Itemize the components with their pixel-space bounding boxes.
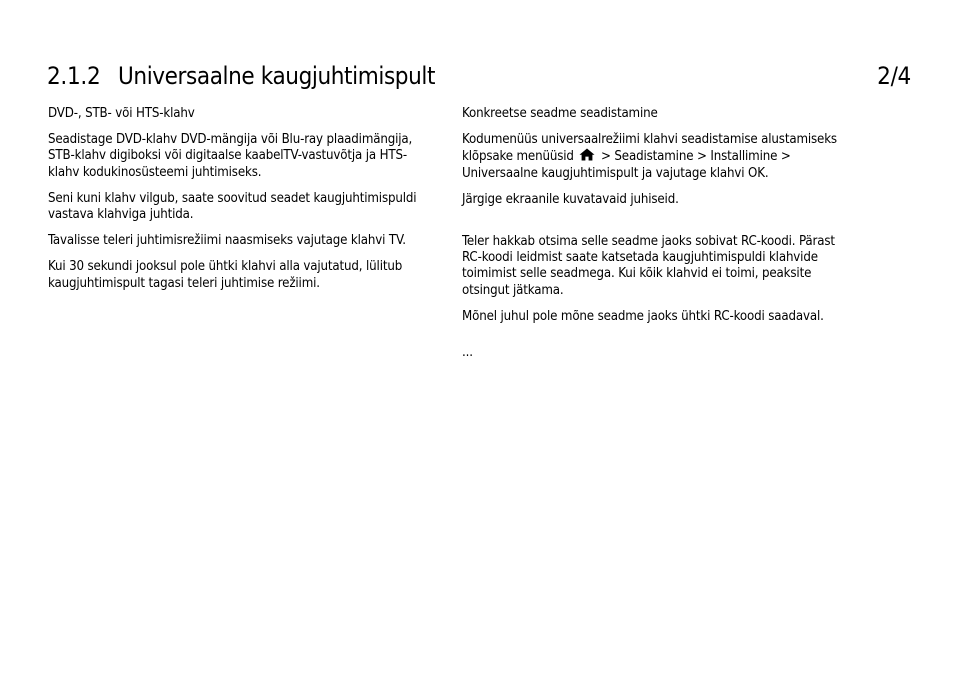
section-number: 2.1.2 — [47, 62, 101, 90]
setup-text-after-icon: > Seadistamine > Installimine > Universaalne kaugjuhtimispult ja vajutage klahvi OK. — [462, 149, 791, 181]
left-column-heading: DVD-, STB- või HTS-klahv — [48, 106, 195, 121]
page-header — [47, 60, 911, 94]
paragraph-return-tv-mode: Tavalisse teleri juhtimisrežiimi naasmiseks vajutage klahvi TV. — [48, 233, 406, 249]
paragraph-rc-code-search: Teler hakkab otsima selle seadme jaoks sobivat RC-koodi. Pärast RC-koodi leidmist saate katsetada kaugjuhtimispuldi klahvide toimimist selle seadmega. Kui kõik klahvid ei toimi, peaksite otsingut jätkama. — [462, 234, 835, 298]
right-column-heading: Konkreetse seadme seadistamine — [462, 106, 658, 121]
page-indicator: 2/4 — [877, 62, 911, 90]
right-column — [462, 106, 847, 371]
paragraph-blinking-key: Seni kuni klahv vilgub, saate soovitud seadet kaugjuhtimispuldi vastava klahviga juhtida. — [48, 190, 417, 223]
paragraph-no-rc-code: Mõnel juhul pole mõne seadme jaoks ühtki RC-koodi saadaval. — [462, 308, 824, 324]
left-column — [48, 106, 433, 302]
continuation-ellipsis: ... — [462, 345, 473, 361]
home-icon — [579, 148, 595, 161]
paragraph-timeout: Kui 30 sekundi jooksul pole ühtki klahvi alla vajutatud, lülitub kaugjuhtimispult tagasi teleri juhtimise režiimi. — [48, 259, 403, 291]
paragraph-button-assignment: Seadistage DVD-klahv DVD-mängija või Blu-ray plaadimängija, STB-klahv digiboksi või digitaalse kaabelTV-vastuvõtja ja HTS-klahv kodukinosüsteemi juhtimiseks. — [48, 132, 413, 180]
section-title: Universaalne kaugjuhtimispult — [118, 62, 436, 90]
setup-text-before-icon: Kodumenüüs universaalrežiimi klahvi seadistamise alustamiseks klõpsake menüüsid — [462, 132, 837, 165]
paragraph-setup-instructions — [462, 132, 847, 182]
paragraph-follow-instructions: Järgige ekraanile kuvatavaid juhiseid. — [462, 191, 679, 207]
